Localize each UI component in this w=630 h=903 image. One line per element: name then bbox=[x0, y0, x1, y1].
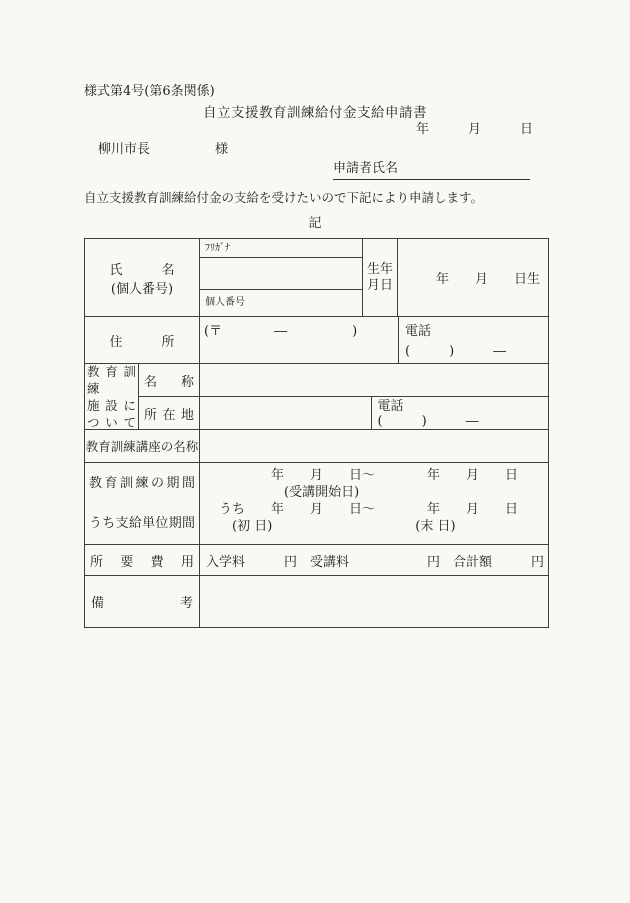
course-label-cell bbox=[85, 430, 200, 462]
remarks-row bbox=[85, 576, 548, 627]
application-statement: 自立支援教育訓練給付金の支給を受けたいので下記により申請します。 bbox=[84, 190, 484, 205]
period-row bbox=[85, 463, 548, 545]
facility-label-line3: ついて bbox=[87, 414, 136, 430]
addressee: 柳川市長 様 bbox=[98, 142, 229, 157]
facility-name-subrow bbox=[139, 364, 548, 397]
facility-phone-label: 電話 bbox=[377, 399, 404, 414]
period-line1: 年 月 日～ 年 月 日 bbox=[206, 468, 519, 483]
name-input-area bbox=[200, 258, 362, 290]
name-label: 氏 名 bbox=[109, 262, 175, 278]
furigana-label: ﾌﾘｶﾞﾅ bbox=[200, 239, 362, 258]
period-line2: (受講開始日) bbox=[206, 485, 360, 500]
period-label-line2: うち支給単位期間 bbox=[89, 516, 195, 531]
birthdate-label-cell bbox=[363, 239, 398, 316]
phone-value-area: ( ) ― bbox=[405, 344, 507, 359]
cost-row bbox=[85, 545, 548, 576]
course-row bbox=[85, 430, 548, 463]
facility-location-subrow bbox=[139, 397, 548, 429]
personal-number-label: (個人番号) bbox=[110, 281, 174, 297]
facility-label-line1: 教育訓練 bbox=[87, 363, 136, 396]
remarks-input-area bbox=[200, 576, 548, 627]
period-line3: うち 年 月 日～ 年 月 日 bbox=[206, 502, 519, 517]
cost-label-cell bbox=[85, 545, 200, 575]
personal-number-input-label: 個人番号 bbox=[205, 297, 245, 308]
remarks-label: 備考 bbox=[91, 596, 193, 611]
address-label: 住 所 bbox=[109, 334, 175, 350]
course-name-input-area bbox=[200, 430, 548, 462]
facility-location-label-cell bbox=[139, 397, 200, 429]
address-phone-cell bbox=[399, 317, 548, 363]
postal-code-area: (〒 ― ) bbox=[200, 317, 399, 363]
remarks-label-cell bbox=[85, 576, 200, 627]
birthdate-label-line1: 生年 bbox=[367, 261, 394, 277]
name-row bbox=[85, 239, 548, 317]
facility-row bbox=[85, 364, 548, 430]
course-name-label: 教育訓練講座の名称 bbox=[85, 439, 199, 454]
cost-entry-area bbox=[200, 545, 548, 575]
phone-label: 電話 bbox=[405, 324, 432, 339]
period-label-line1: 教育訓練の期間 bbox=[89, 476, 195, 491]
facility-name-label: 名称 bbox=[144, 374, 194, 390]
period-entry-area bbox=[200, 463, 548, 544]
facility-outer-label-cell bbox=[85, 364, 139, 429]
date-line: 年 月 日 bbox=[415, 122, 533, 137]
applicant-name-field bbox=[333, 157, 530, 180]
facility-location-input-area bbox=[200, 397, 372, 429]
birthdate-value-area: 年 月 日生 bbox=[435, 272, 540, 287]
birthdate-label-line2: 月日 bbox=[367, 277, 394, 293]
facility-inner-block bbox=[139, 364, 548, 429]
name-entry-block bbox=[200, 239, 363, 316]
facility-name-label-cell bbox=[139, 364, 200, 396]
period-label-cell bbox=[85, 463, 200, 544]
name-label-cell bbox=[85, 239, 200, 316]
form-title: 自立支援教育訓練給付金支給申請書 bbox=[203, 105, 427, 121]
form-number: 様式第4号(第6条関係) bbox=[84, 84, 215, 99]
facility-name-input-area bbox=[200, 364, 548, 396]
period-line4: (初 日) (末 日) bbox=[206, 519, 456, 534]
facility-phone-cell bbox=[372, 397, 549, 429]
cost-label: 所要費用 bbox=[90, 554, 194, 570]
facility-label-line2: 施設に bbox=[87, 397, 136, 413]
applicant-name-label: 申請者氏名 bbox=[333, 161, 399, 176]
cost-fields: 入学料 円 受講料 円 合計額 円 bbox=[206, 554, 545, 570]
facility-location-label: 所在地 bbox=[144, 407, 194, 423]
application-table bbox=[84, 238, 549, 628]
address-row bbox=[85, 317, 548, 364]
address-label-cell bbox=[85, 317, 200, 363]
section-mark: 記 bbox=[308, 216, 322, 231]
facility-phone-value-area: ( ) ― bbox=[377, 414, 479, 429]
